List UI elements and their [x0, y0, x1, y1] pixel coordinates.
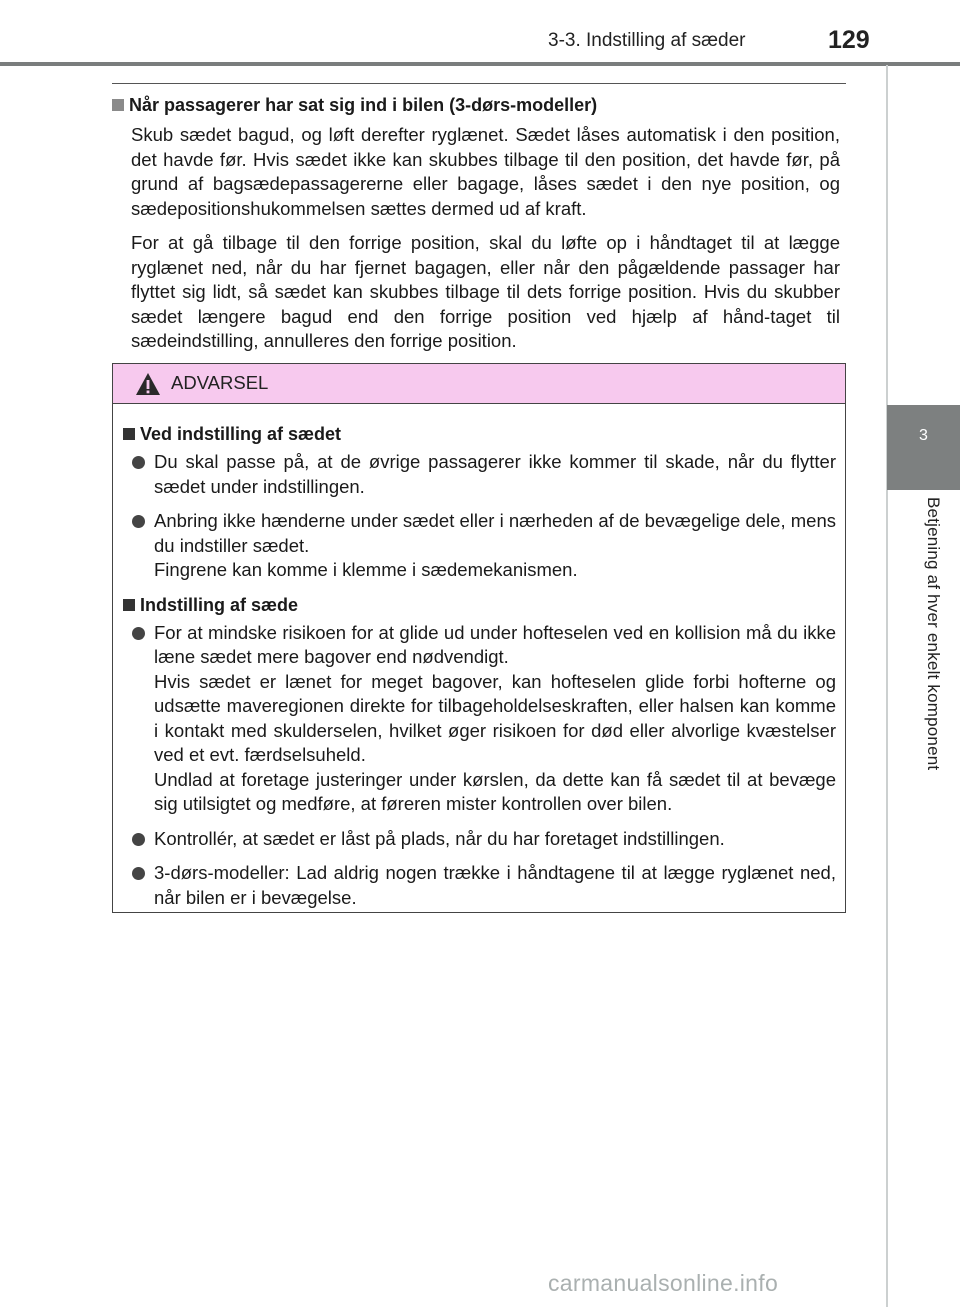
warning-triangle-icon [135, 372, 161, 401]
warning-item [123, 827, 845, 852]
header-rule [0, 62, 960, 66]
warning-item-text: Hvis sædet er lænet for meget bagover, kan hofteselen glide forbi hofterne og udsætte maveregionen direkte for tilbageholdelseskraften, eller halsen kan komme i kontakt med skulderselen, hvilket øger risikoen for død eller alvorlige kvæstelser ved et evt. færdselsuheld. [154, 670, 836, 765]
paragraph: For at gå tilbage til den forrige position, skal du løfte op i håndtaget til at lægge ryglænet ned, når du har fjernet bagagen, eller når den pågældende passager har flyttet sig lidt, så sædet kan skubbes tilbage til dets forrige position. Hvis du skubber sædet længere bagud end den forrige position ved hjælp af hånd-taget til sædeindstilling, annulleres den forrige position. [131, 232, 840, 351]
warning-item-text: Kontrollér, at sædet er låst på plads, når du har foretaget indstillingen. [154, 827, 725, 849]
warning-item [123, 450, 845, 499]
warning-item-text: Undlad at foretage justeringer under kørslen, da dette kan få sædet til at bevæge sig utilsigtet og medføre, at føreren mister kontrollen over bilen. [154, 768, 836, 814]
warning-group-heading [123, 422, 845, 446]
warning-group-heading-text: Indstilling af sæde [140, 594, 299, 615]
warning-item-text: 3-dørs-modeller: Lad aldrig nogen trække i håndtagene til at lægge ryglænet ned, når bilen er i bevægelse. [154, 862, 836, 908]
warning-header [113, 364, 845, 404]
main-section [112, 93, 840, 364]
warning-group-heading [123, 593, 845, 617]
warning-item [123, 861, 845, 910]
warning-item [123, 621, 845, 817]
warning-item-text: Du skal passe på, at de øvrige passagerer ikke kommer til skade, når du flytter sædet under indstillingen. [154, 451, 836, 497]
warning-title: ADVARSEL [171, 372, 269, 393]
square-bullet-icon [112, 99, 124, 111]
section-heading [112, 93, 840, 117]
bullet-dot-icon [132, 456, 145, 469]
square-bullet-icon [123, 599, 135, 611]
warning-item-text: For at mindske risikoen for at glide ud under hofteselen ved en kollision må du ikke læne sædet mere bagover end nødvendigt. [154, 621, 836, 667]
chapter-tab [887, 405, 960, 490]
square-bullet-icon [123, 428, 135, 440]
chapter-title: Betjening af hver enkelt komponent [924, 497, 943, 771]
side-rule [886, 65, 888, 1307]
warning-box [112, 363, 846, 913]
top-rule [112, 83, 846, 84]
warning-item-text: Fingrene kan komme i klemme i sædemekanismen. [154, 559, 578, 580]
bullet-dot-icon [132, 515, 145, 528]
warning-group-heading-text: Ved indstilling af sædet [140, 424, 342, 444]
page-number: 129 [828, 26, 870, 54]
paragraph: Skub sædet bagud, og løft derefter ryglænet. Sædet låses automatisk i den position, det havde før. Hvis sædet ikke kan skubbes tilbage til den position, det havde før, på grund af bagsædepassagererne eller bagage, låses sædet i den nye position, og sædepositionshukommelsen sættes dermed ud af kraft. [131, 124, 840, 219]
bullet-dot-icon [132, 833, 145, 846]
bullet-dot-icon [132, 867, 145, 880]
warning-item [123, 509, 845, 583]
warning-item-text: Anbring ikke hænderne under sædet eller i nærheden af de bevægelige dele, mens du indstiller sædet. [154, 510, 836, 556]
bullet-dot-icon [132, 627, 145, 640]
watermark: carmanualsonline.info [548, 1270, 779, 1296]
header-section-title: 3-3. Indstilling af sæder [548, 30, 746, 51]
section-heading-text: Når passagerer har sat sig ind i bilen (3-dørs-modeller) [129, 95, 598, 115]
chapter-number: 3 [919, 427, 928, 444]
warning-body [113, 404, 845, 910]
